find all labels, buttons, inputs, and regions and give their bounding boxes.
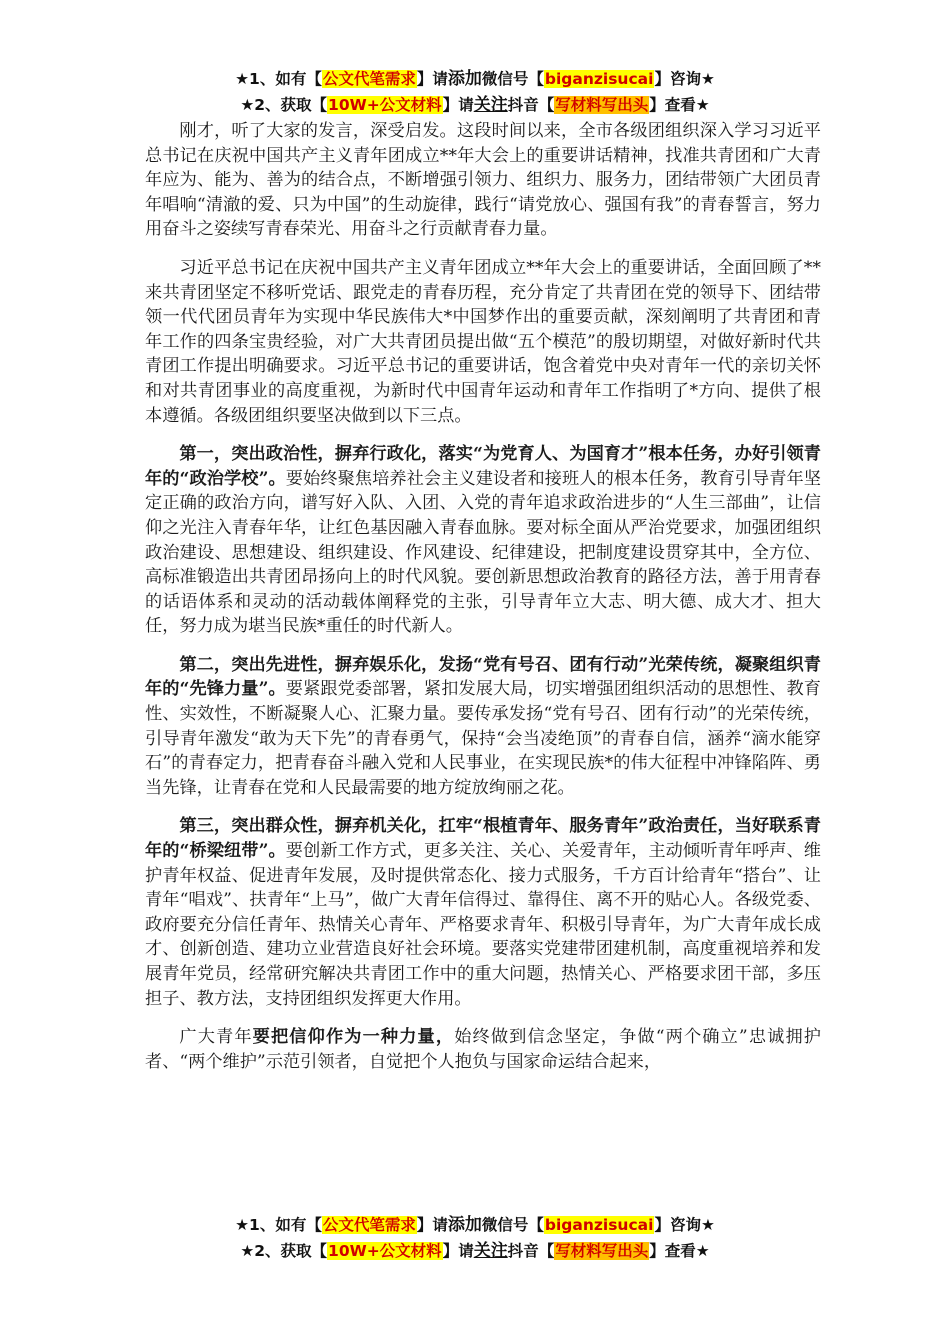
footer-banner bbox=[0, 1212, 950, 1264]
banner-line-1 bbox=[0, 66, 950, 92]
paragraph-opening: 刚才，听了大家的发言，深受启发。这段时间以来，全市各级团组织深入学习习近平总书记在庆祝中国共产主义青年团成立**年大会上的重要讲话精神，找准共青团和广大青年应为、能为、善为的结合点，不断增强引领力、组织力、服务力，团结带领广大团员青年唱响“清澈的爱、只为中国”的生动旋律，践行“请党放心、强国有我”的青春誓言，努力用奋斗之姿续写青春荣光、用奋斗之行贡献青春力量。 bbox=[145, 121, 821, 240]
highlight-wechat-id: biganzisucai bbox=[544, 1216, 654, 1234]
banner-text: 】查看★ bbox=[649, 1242, 710, 1260]
point-3-body: 要创新工作方式，更多关注、关心、关爱青年，主动倾听青年呼声、维护青年权益、促进青年发展，及时提供常态化、接力式服务，千方百计给青年“搭台”、让青年“唱戏”、扶青年“上马”，做广大青年信得过、靠得住、离不开的贴心人。各级党委、政府要充分信任青年、热情关心青年、严格要求青年、积极引导青年，为广大青年成长成才、创新创造、建功立业营造良好社会环境。要落实党建带团建机制，高度重视培养和发展青年党员，经常研究解决共青团工作中的重大问题，热情关心、严格要求团干部，多压担子、教方法，支持团组织发挥更大作用。 bbox=[145, 841, 821, 1009]
banner-text: ★2、获取【 bbox=[240, 1242, 328, 1260]
point-3-heading: 第三，突出群众性，摒弃机关化，扛牢“根植青年、服务青年”政治责任，当好联系青年的“桥梁纽带”。 bbox=[145, 816, 821, 862]
youth-lead: 广大青年 bbox=[179, 1027, 253, 1048]
banner-text: ★2、获取【 bbox=[240, 96, 328, 114]
banner-emphasis: 关注 bbox=[473, 95, 508, 115]
banner-text: 】请 bbox=[416, 70, 448, 88]
highlight-service: 公文代笔需求 bbox=[322, 1216, 416, 1234]
point-1-body: 要始终聚焦培养社会主义建设者和接班人的根本任务，教育引导青年坚定正确的政治方向，谱写好入队、入团、入党的青年追求政治进步的“人生三部曲”，让信仰之光注入青春年华，让红色基因融入青春血脉。要对标全面从严治党要求，加强团组织政治建设、思想建设、组织建设、作风建设、纪律建设，把制度建设贯穿其中，全方位、高标准锻造出共青团昂扬向上的时代风貌。要创新思想政治教育的路径方法，善于用青春的话语体系和灵动的活动载体阐释党的主张，引导青年立大志、明大德、成大才、担大任，努力成为堪当民族*重任的时代新人。 bbox=[145, 468, 821, 637]
banner-emphasis: 添加 bbox=[447, 69, 482, 89]
paragraph-point-3 bbox=[145, 814, 821, 1011]
paragraph-point-2 bbox=[145, 653, 821, 801]
banner-emphasis: 关注 bbox=[473, 1241, 508, 1261]
highlight-materials: 10W+公文材料 bbox=[328, 1242, 442, 1260]
banner-text: ★1、如有【 bbox=[235, 1216, 322, 1234]
banner-text: 抖音【 bbox=[507, 1242, 555, 1260]
highlight-douyin: 写材料写出头 bbox=[555, 96, 649, 114]
banner-emphasis: 添加 bbox=[447, 1215, 482, 1235]
banner-text: 】咨询★ bbox=[654, 70, 715, 88]
banner-text: 】查看★ bbox=[649, 96, 710, 114]
highlight-service: 公文代笔需求 bbox=[322, 70, 416, 88]
banner-line-2 bbox=[0, 92, 950, 118]
point-2-body: 要紧跟党委部署，紧扣发展大局，切实增强团组织活动的思想性、教育性、实效性，不断凝聚人心、汇聚力量。要传承发扬“党有号召、团有行动”的光荣传统，引导青年激发“敢为天下先”的青春勇气，保持“会当凌绝顶”的青春自信，涵养“滴水能穿石”的青春定力，把青春奋斗融入党和人民事业，在实现民族*的伟大征程中冲锋陷阵、勇当先锋，让青春在党和人民最需要的地方绽放绚丽之花。 bbox=[145, 679, 821, 798]
highlight-wechat-id: biganzisucai bbox=[544, 70, 654, 88]
paragraph-point-1 bbox=[145, 442, 821, 639]
header-banner bbox=[0, 66, 950, 118]
banner-text: 】请 bbox=[416, 1216, 448, 1234]
banner-text: 】请 bbox=[442, 1242, 474, 1260]
banner-line-2 bbox=[0, 1238, 950, 1264]
banner-text: ★1、如有【 bbox=[235, 70, 322, 88]
banner-text: 】请 bbox=[442, 96, 474, 114]
paragraph-youth bbox=[145, 1025, 821, 1074]
highlight-materials: 10W+公文材料 bbox=[328, 96, 442, 114]
banner-line-1 bbox=[0, 1212, 950, 1238]
paragraph-speech-summary: 习近平总书记在庆祝中国共产主义青年团成立**年大会上的重要讲话，全面回顾了**来共青团坚定不移听党话、跟党走的青春历程，充分肯定了共青团在党的领导下、团结带领一代代团员青年为实现中华民族伟大*中国梦作出的重要贡献，深刻阐明了共青团和青年工作的四条宝贵经验，对广大共青团员提出做“五个模范”的殷切期望，对做好新时代共青团工作提出明确要求。习近平总书记的重要讲话，饱含着党中央对青年一代的亲切关怀和对共青团事业的高度重视，为新时代中国青年运动和青年工作指明了*方向、提供了根本遵循。各级团组织要坚决做到以下三点。 bbox=[145, 257, 821, 426]
banner-text: 抖音【 bbox=[507, 96, 555, 114]
youth-heading: 要把信仰作为一种力量， bbox=[252, 1027, 455, 1048]
highlight-douyin: 写材料写出头 bbox=[555, 1242, 649, 1260]
banner-text: 微信号【 bbox=[481, 70, 544, 88]
banner-text: 微信号【 bbox=[481, 1216, 544, 1234]
document-body bbox=[145, 119, 821, 1074]
banner-text: 】咨询★ bbox=[654, 1216, 715, 1234]
point-1-heading: 第一，突出政治性，摒弃行政化，落实“为党育人、为国育才”根本任务，办好引领青年的“政治学校”。 bbox=[145, 444, 821, 489]
point-2-heading: 第二，突出先进性，摒弃娱乐化，发扬“党有号召、团有行动”光荣传统，凝聚组织青年的“先锋力量”。 bbox=[145, 654, 821, 700]
youth-body: 始终做到信念坚定，争做“两个确立”忠诚拥护者、“两个维护”示范引领者，自觉把个人抱负与国家命运结合起来， bbox=[145, 1027, 821, 1072]
